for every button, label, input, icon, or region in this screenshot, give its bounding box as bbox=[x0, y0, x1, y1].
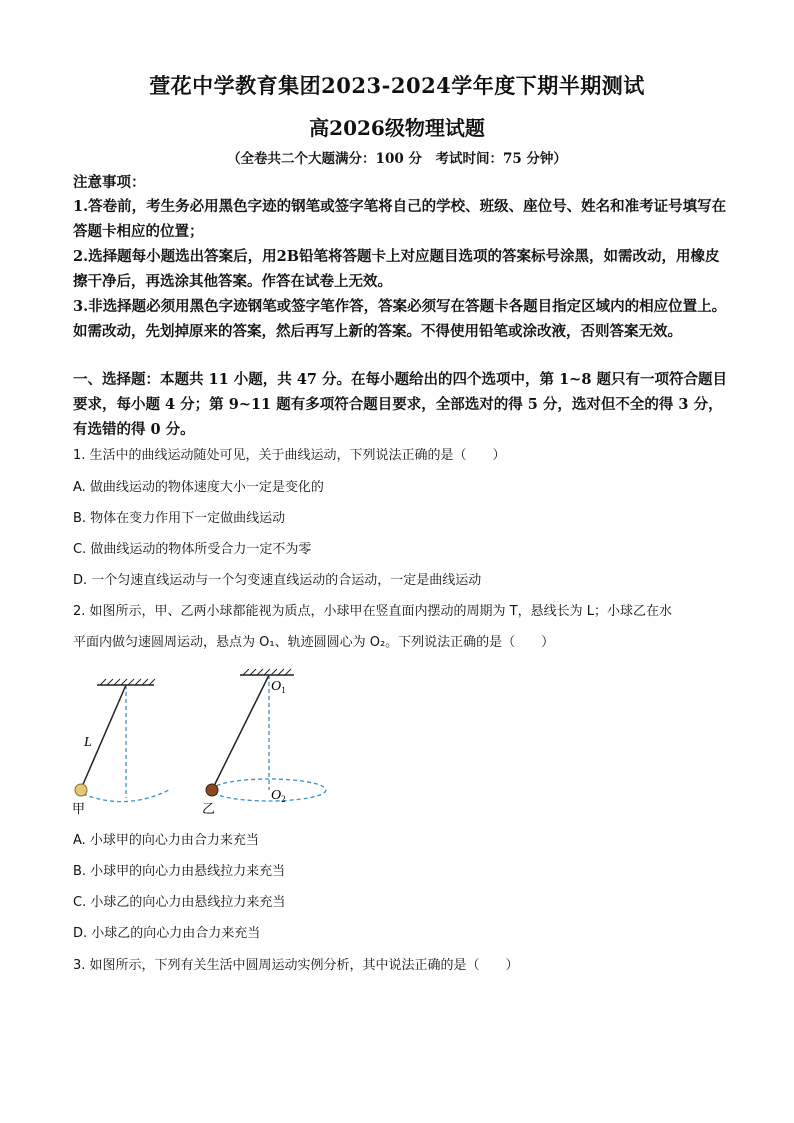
note-item: 2.选择题每小题选出答案后，用2B铅笔将答题卡上对应题目选项的答案标号涂黑，如需改动，用橡皮擦干净后，再选涂其他答案。作答在试卷上无效。 bbox=[73, 248, 720, 290]
pendulum-figure bbox=[62, 666, 342, 826]
label-jia: 甲 bbox=[72, 802, 86, 817]
question-1-option-b: B. 物体在变力作用下一定做曲线运动 bbox=[73, 511, 286, 526]
question-2-option-c: C. 小球乙的向心力由悬线拉力来充当 bbox=[73, 895, 286, 910]
note-item: 3.非选择题必须用黑色字迹钢笔或签字笔作答，答案必须写在答题卡各题目指定区域内的相应位置上。如需改动，先划掉原来的答案，然后再写上新的答案。不得使用铅笔或涂改液，否则答案无效。 bbox=[73, 298, 727, 340]
question-2-stem-line1: 2. 如图所示，甲、乙两小球都能视为质点，小球甲在竖直面内摆动的周期为 T，悬线长为 L；小球乙在水 bbox=[73, 604, 672, 619]
section-one-text: 一、选择题：本题共 11 小题，共 47 分。在每小题给出的四个选项中，第 1~8 题只有一项符合题目要求，每小题 4 分；第 9~11 题有多项符合题目要求，全部选对的得 5 分，选对但不全的得 3 分，有选错的得 0 分。 bbox=[73, 371, 727, 438]
question-1-stem: 1. 生活中的曲线运动随处可见，关于曲线运动，下列说法正确的是（ ） bbox=[73, 448, 506, 463]
label-O2: $O_2$ bbox=[271, 788, 286, 804]
label-yi: 乙 bbox=[202, 802, 216, 817]
label-L: L bbox=[84, 735, 92, 750]
exam-info: （全卷共二个大题满分：100 分 考试时间：75 分钟） bbox=[227, 151, 567, 167]
question-2-stem-line2: 平面内做匀速圆周运动，悬点为 O₁、轨迹圆圆心为 O₂。下列说法正确的是（ ） bbox=[73, 635, 555, 650]
notes-list bbox=[73, 194, 727, 344]
ball-jia bbox=[75, 784, 87, 796]
question-2-option-d: D. 小球乙的向心力由合力来充当 bbox=[73, 926, 261, 941]
note-item: 1.答卷前，考生务必用黑色字迹的钢笔或签字笔将自己的学校、班级、座位号、姓名和准考证号填写在答题卡相应的位置； bbox=[73, 198, 727, 240]
left-ceiling-hatch bbox=[100, 679, 155, 685]
section-one-instructions bbox=[73, 367, 727, 442]
exam-subject: 高2026级物理试题 bbox=[309, 116, 485, 140]
question-1-option-c: C. 做曲线运动的物体所受合力一定不为零 bbox=[73, 542, 312, 557]
right-ceiling-hatch bbox=[243, 669, 291, 675]
notes-heading: 注意事项： bbox=[73, 174, 146, 191]
ball-yi bbox=[206, 784, 218, 796]
right-string bbox=[212, 675, 269, 790]
question-3-stem: 3. 如图所示，下列有关生活中圆周运动实例分析，其中说法正确的是（ ） bbox=[73, 958, 519, 973]
question-2-option-a: A. 小球甲的向心力由合力来充当 bbox=[73, 833, 259, 848]
question-1-option-a: A. 做曲线运动的物体速度大小一定是变化的 bbox=[73, 480, 324, 495]
question-1-option-d: D. 一个匀速直线运动与一个匀变速直线运动的合运动，一定是曲线运动 bbox=[73, 573, 482, 588]
question-2-option-b: B. 小球甲的向心力由悬线拉力来充当 bbox=[73, 864, 286, 879]
exam-title: 萱花中学教育集团2023-2024学年度下期半期测试 bbox=[149, 73, 645, 98]
label-O1: $O_1$ bbox=[271, 679, 286, 695]
